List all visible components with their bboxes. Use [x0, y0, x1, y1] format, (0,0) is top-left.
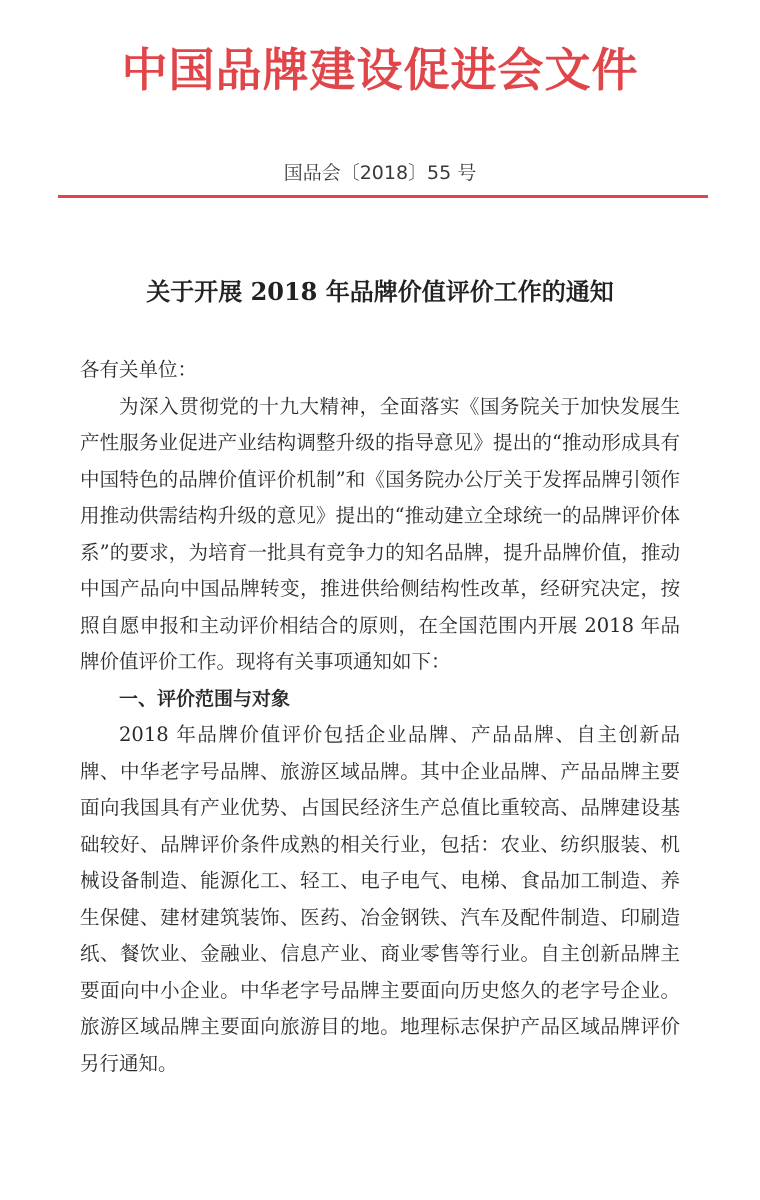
- org-header-title: 中国品牌建设促进会文件: [121, 43, 639, 97]
- notice-title: 关于开展 2018 年品牌价值评价工作的通知: [146, 277, 614, 306]
- salutation: 各有关单位：: [80, 358, 198, 381]
- red-divider-line: [58, 195, 708, 198]
- document-body: [80, 352, 680, 1082]
- document-number: 国品会〔2018〕55 号: [283, 162, 477, 184]
- section-paragraph-scope: 2018 年品牌价值评价包括企业品牌、产品品牌、自主创新品牌、中华老字号品牌、旅游区域品牌。其中企业品牌、产品品牌主要面向我国具有产业优势、占国民经济生产总值比重较高、品牌建设基础较好、品牌评价条件成熟的相关行业，包括：农业、纺织服装、机械设备制造、能源化工、轻工、电子电气、电梯、食品加工制造、养生保健、建材建筑装饰、医药、冶金钢铁、汽车及配件制造、印刷造纸、餐饮业、金融业、信息产业、商业零售等行业。自主创新品牌主要面向中小企业。中华老字号品牌主要面向历史悠久的老字号企业。旅游区域品牌主要面向旅游目的地。地理标志保护产品区域品牌评价另行通知。: [80, 723, 680, 1075]
- section-heading-scope: 一、评价范围与对象: [119, 687, 291, 710]
- intro-paragraph: 为深入贯彻党的十九大精神，全面落实《国务院关于加快发展生产性服务业促进产业结构调整升级的指导意见》提出的“推动形成具有中国特色的品牌价值评价机制”和《国务院办公厅关于发挥品牌引领作用推动供需结构升级的意见》提出的“推动建立全球统一的品牌评价体系”的要求，为培育一批具有竞争力的知名品牌，提升品牌价值，推动中国产品向中国品牌转变，推进供给侧结构性改革，经研究决定，按照自愿申报和主动评价相结合的原则，在全国范围内开展 2018 年品牌价值评价工作。现将有关事项通知如下：: [80, 394, 680, 673]
